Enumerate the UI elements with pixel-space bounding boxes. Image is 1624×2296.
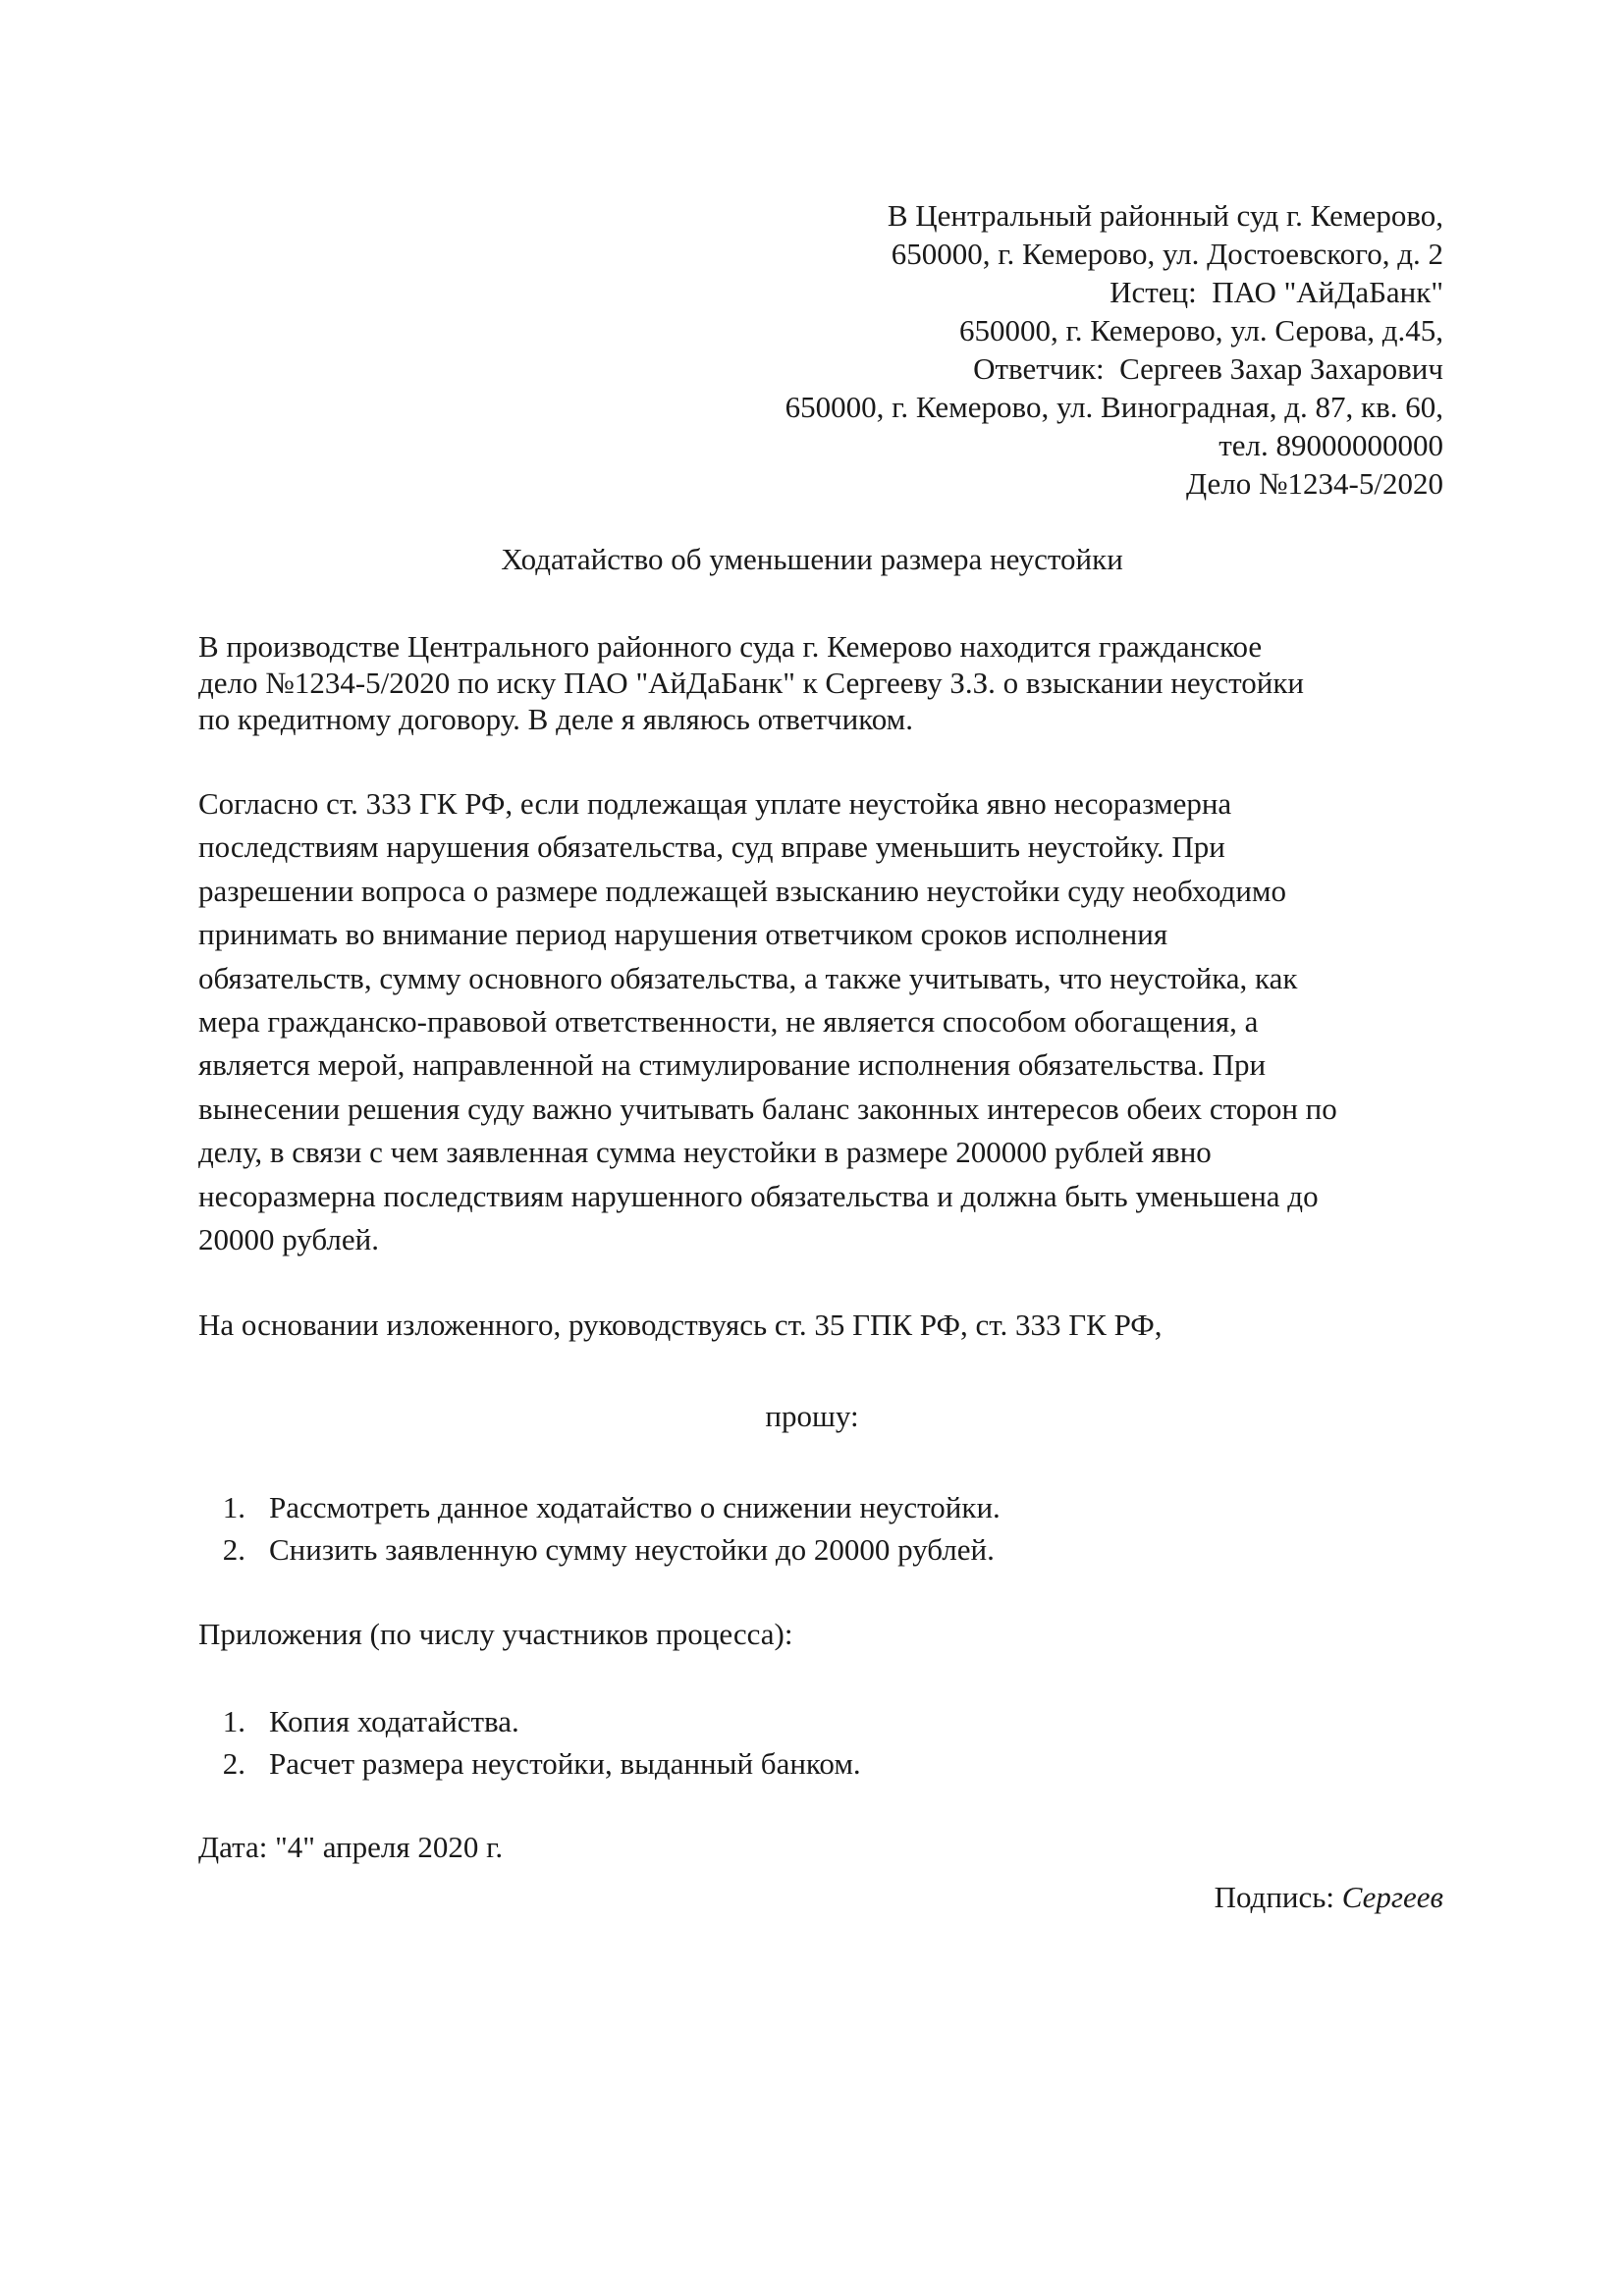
list-item-number: 1. xyxy=(222,1490,245,1524)
text-line: принимать во внимание период нарушения ответчиком сроков исполнения xyxy=(198,917,1168,952)
court-address: 650000, г. Кемерово, ул. Достоевского, д. 2 xyxy=(891,237,1443,271)
defendant-name: Ответчик: Сергеев Захар Захарович xyxy=(973,351,1443,386)
text-line: является мерой, направленной на стимулирование исполнения обязательства. При xyxy=(198,1047,1267,1083)
text-line: В производстве Центрального районного суда г. Кемерово находится гражданское xyxy=(198,629,1263,664)
list-item-number: 2. xyxy=(222,1746,245,1781)
list-item xyxy=(198,1528,1001,1571)
plaintiff-name: Истец: ПАО "АйДаБанк" xyxy=(1110,275,1443,309)
text-line: разрешении вопроса о размере подлежащей взысканию неустойки суду необходимо xyxy=(198,873,1287,908)
text-line: вынесении решения суду важно учитывать баланс законных интересов обеих сторон по xyxy=(198,1091,1337,1126)
date-line: Дата: "4" апреля 2020 г. xyxy=(198,1830,504,1864)
court-name: В Центральный районный суд г. Кемерово, xyxy=(887,198,1443,233)
paragraph-case-info xyxy=(198,628,1445,737)
paragraph-legal-argument xyxy=(198,782,1445,1261)
list-item-number: 2. xyxy=(222,1532,245,1567)
list-item-text: Рассмотреть данное ходатайство о снижении неустойки. xyxy=(269,1490,1001,1524)
list-item-text: Копия ходатайства. xyxy=(269,1704,519,1738)
case-number: Дело №1234-5/2020 xyxy=(1185,466,1443,501)
text-line: последствиям нарушения обязательства, суд вправе уменьшить неустойку. При xyxy=(198,829,1225,865)
list-item xyxy=(198,1742,861,1785)
plaintiff-address: 650000, г. Кемерово, ул. Серова, д.45, xyxy=(959,313,1443,347)
text-line: по кредитному договору. В деле я являюсь ответчиком. xyxy=(198,702,913,736)
defendant-phone: тел. 89000000000 xyxy=(1218,428,1443,462)
request-list xyxy=(198,1486,1001,1571)
text-line: мера гражданско-правовой ответственности, не является способом обогащения, а xyxy=(198,1004,1259,1040)
text-line: обязательств, сумму основного обязательства, а также учитывать, что неустойка, как xyxy=(198,960,1298,995)
signature-name: Сергеев xyxy=(1341,1880,1443,1914)
appendix-list xyxy=(198,1700,861,1785)
list-item-number: 1. xyxy=(222,1704,245,1738)
signature-block xyxy=(1215,1878,1443,1916)
appendix-heading: Приложения (по числу участников процесса): xyxy=(198,1617,793,1651)
text-line: 20000 рублей. xyxy=(198,1222,380,1257)
defendant-address: 650000, г. Кемерово, ул. Виноградная, д. 87, кв. 60, xyxy=(785,390,1443,424)
text-line: несоразмерна последствиям нарушенного обязательства и должна быть уменьшена до xyxy=(198,1178,1319,1213)
list-item-text: Расчет размера неустойки, выданный банком. xyxy=(269,1746,861,1781)
addressee-block xyxy=(785,196,1443,503)
text-line: делу, в связи с чем заявленная сумма неустойки в размере 200000 рублей явно xyxy=(198,1135,1212,1170)
signature-label: Подпись: xyxy=(1214,1880,1342,1914)
text-line: дело №1234-5/2020 по иску ПАО "АйДаБанк" к Сергееву З.З. о взыскании неустойки xyxy=(198,666,1304,700)
list-item xyxy=(198,1486,1001,1528)
document-title: Ходатайство об уменьшении размера неустойки xyxy=(501,542,1123,576)
list-item xyxy=(198,1700,861,1742)
request-heading: прошу: xyxy=(765,1399,859,1433)
paragraph-legal-basis: На основании изложенного, руководствуясь ст. 35 ГПК РФ, ст. 333 ГК РФ, xyxy=(198,1308,1163,1342)
text-line: Согласно ст. 333 ГК РФ, если подлежащая уплате неустойка явно несоразмерна xyxy=(198,786,1232,821)
list-item-text: Снизить заявленную сумму неустойки до 20000 рублей. xyxy=(269,1532,995,1567)
